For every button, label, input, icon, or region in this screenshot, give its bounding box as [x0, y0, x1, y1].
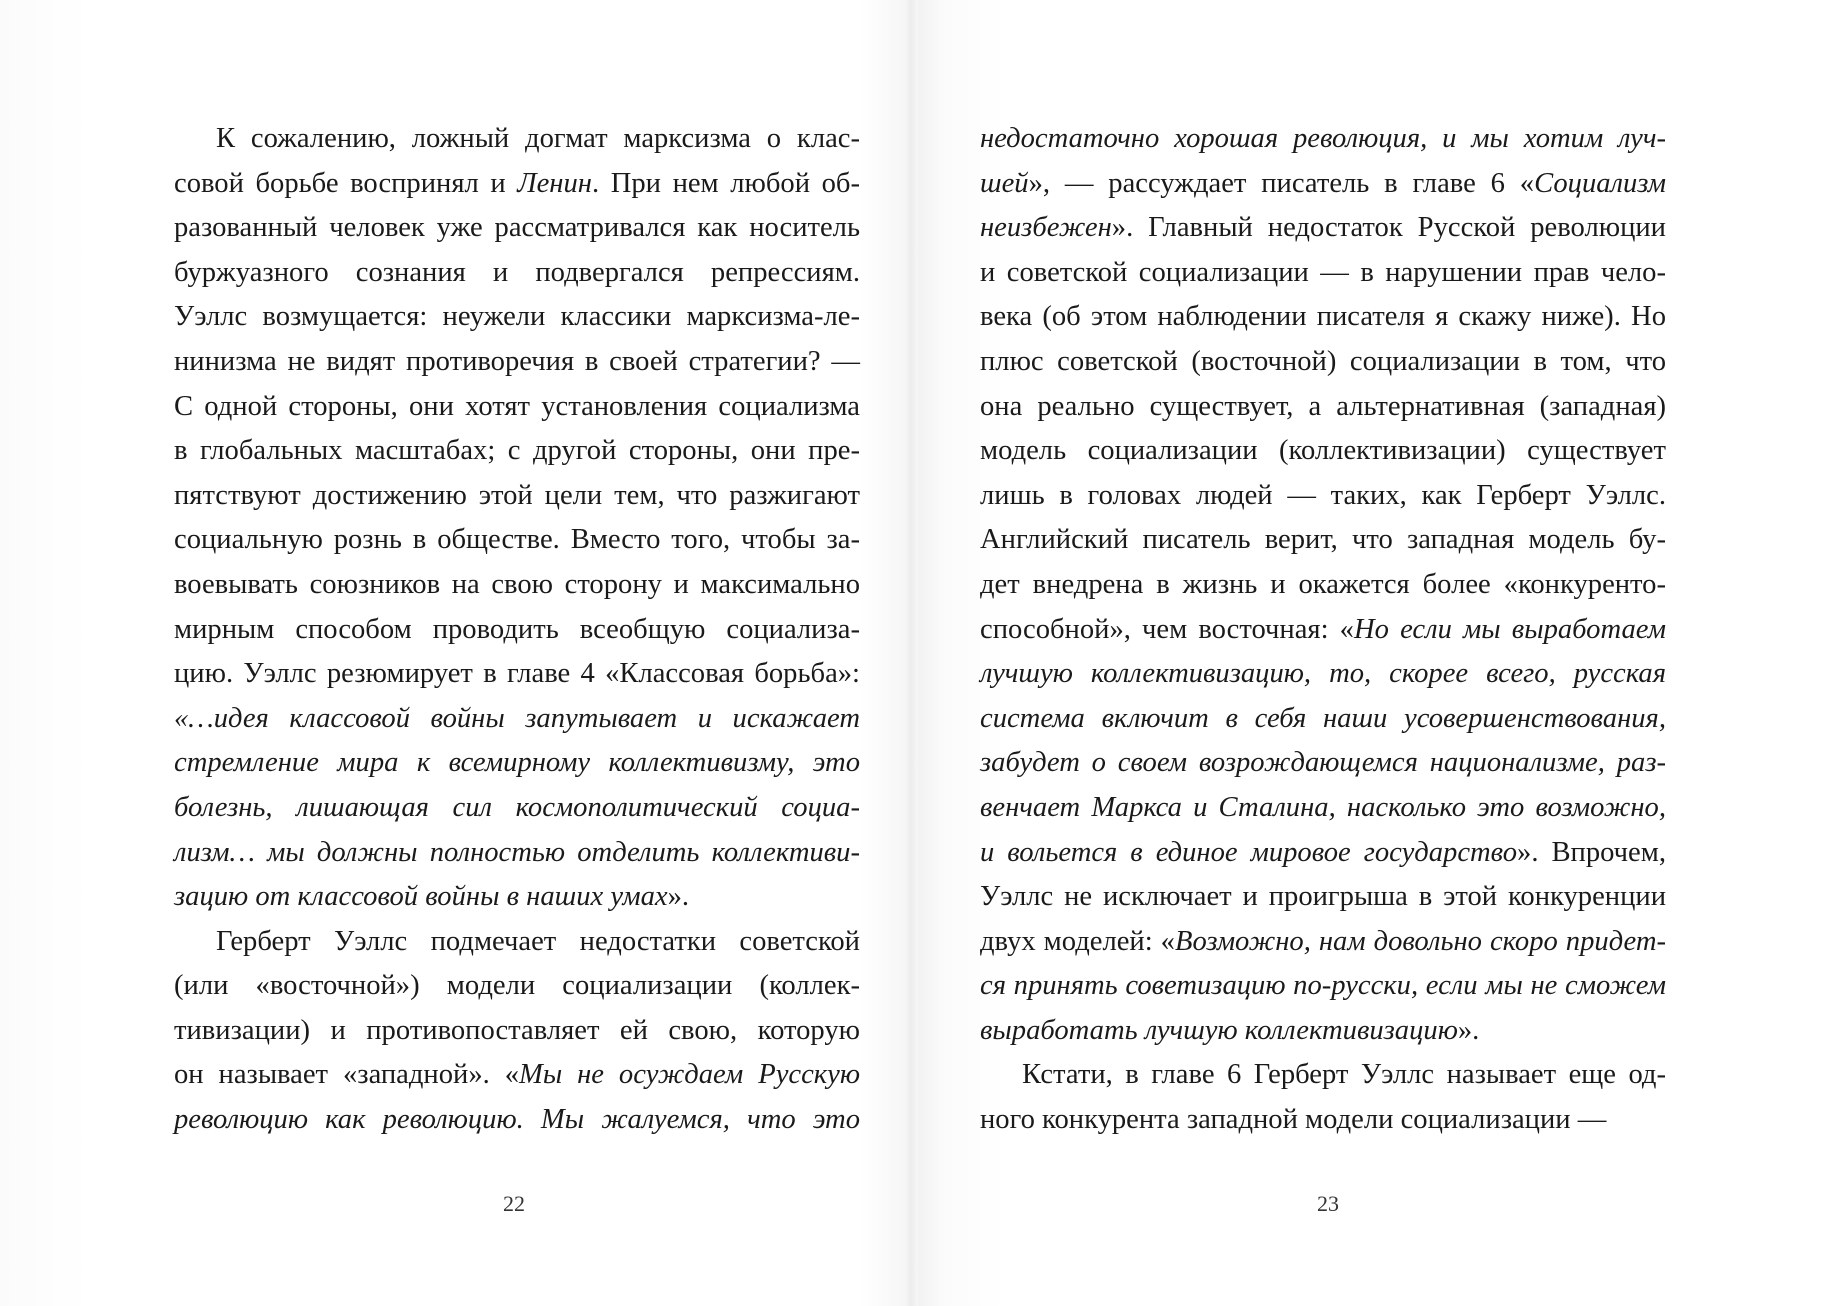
italic-quote-segment: ся принять советизацию по-русски, если мы не сможем [980, 970, 1666, 1002]
text-segment: социальную рознь в обществе. Вместо того, чтобы за- [174, 524, 860, 556]
text-line [980, 964, 1666, 1009]
text-segment: ного конкурента западной модели социализации — [980, 1104, 1607, 1136]
text-segment: модель социализации (коллективизации) существует [980, 435, 1666, 467]
italic-quote-segment: венчает Маркса и Сталина, насколько это возможно, [980, 791, 1666, 823]
text-line [980, 831, 1666, 876]
text-line [980, 429, 1666, 474]
text-segment: Уэллс возмущается: неужели классики марксизма-ле- [174, 301, 860, 333]
text-line [980, 1098, 1666, 1143]
text-line [174, 964, 860, 1009]
text-segment: С одной стороны, они хотят установления социализма [174, 390, 860, 422]
text-line [174, 831, 860, 876]
italic-quote-segment: революцию как революцию. Мы жалуемся, что это [174, 1104, 860, 1136]
text-segment: двух моделей: « [980, 925, 1175, 957]
italic-quote-segment: неизбежен [980, 212, 1112, 244]
text-segment: Английский писатель верит, что западная модель бу- [980, 524, 1666, 556]
text-line [980, 563, 1666, 608]
text-segment: он называет «западной». « [174, 1059, 519, 1091]
text-segment: ». Главный недостаток Русской революции [1111, 212, 1666, 244]
text-segment: К сожалению, ложный догмат марксизма о клас- [216, 123, 860, 154]
text-segment: тивизации) и противопоставляет ей свою, которую [174, 1014, 860, 1046]
text-segment: нинизма не видят противоречия в своей стратегии? — [174, 345, 860, 377]
text-line [174, 786, 860, 831]
text-segment: совой борьбе воспринял и [174, 167, 518, 199]
italic-quote-segment: забудет о своем возрождающемся национализме, раз- [980, 747, 1666, 779]
text-segment: и советской социализации — в нарушении прав чело- [980, 256, 1666, 288]
text-segment: в глобальных масштабах; с другой стороны, они пре- [174, 435, 860, 467]
text-line [980, 162, 1666, 207]
text-line [174, 697, 860, 742]
text-line [174, 295, 860, 340]
text-line [980, 206, 1666, 251]
text-segment: Герберт Уэллс подмечает недостатки советской [216, 925, 860, 957]
text-segment: (или «восточной») модели социализации (коллек- [174, 970, 860, 1002]
text-segment: воевывать союзников на свою сторону и максимально [174, 568, 860, 600]
text-line [174, 1053, 860, 1098]
italic-quote-segment: Ленин [517, 167, 592, 199]
text-line [174, 741, 860, 786]
text-segment: ». Впрочем, [1517, 836, 1666, 868]
text-segment: разованный человек уже рассматривался как носитель [174, 212, 860, 244]
text-line [174, 1009, 860, 1054]
text-segment: она реально существует, а альтернативная (западная) [980, 390, 1666, 422]
text-segment: ». [1457, 1014, 1480, 1046]
text-segment: Уэллс не исключает и проигрыша в этой конкуренции [980, 881, 1666, 913]
italic-quote-segment: Социализм [1534, 167, 1666, 199]
text-line [174, 518, 860, 563]
text-line [174, 474, 860, 519]
text-line [174, 652, 860, 697]
italic-quote-segment: выработать лучшую коллективизацию [980, 1014, 1458, 1046]
text-line [174, 162, 860, 207]
text-line [980, 474, 1666, 519]
text-segment: . При нем любой об- [591, 167, 860, 199]
text-line [174, 429, 860, 474]
italic-quote-segment: система включит в себя наши усовершенствования, [980, 702, 1666, 734]
text-segment: дет внедрена в жизнь и окажется более «конкуренто- [980, 568, 1666, 600]
text-line [980, 608, 1666, 653]
right-page-text [980, 117, 1666, 1143]
italic-quote-segment: болезнь, лишающая сил космополитический социа- [174, 791, 860, 823]
text-line [980, 251, 1666, 296]
text-line [174, 563, 860, 608]
text-line [980, 697, 1666, 742]
text-line [980, 652, 1666, 697]
text-line [174, 920, 860, 965]
text-line [980, 518, 1666, 563]
text-segment: века (об этом наблюдении писателя я скажу ниже). Но [980, 301, 1666, 333]
left-page-text [174, 117, 860, 1143]
text-line [174, 251, 860, 296]
text-segment: способной», чем восточная: « [980, 613, 1354, 645]
text-line [980, 385, 1666, 430]
left-page-number: 22 [503, 1191, 525, 1216]
text-line [174, 608, 860, 653]
text-line [174, 340, 860, 385]
text-segment: мирным способом проводить всеобщую социализа- [174, 613, 860, 645]
text-line [980, 1009, 1666, 1054]
italic-quote-segment: «…идея классовой войны запутывает и искажает [174, 702, 860, 734]
text-line [174, 875, 860, 920]
italic-quote-segment: и вольется в единое мировое государство [980, 836, 1518, 868]
italic-quote-segment: лизм… мы должны полностью отделить коллективи- [174, 836, 860, 868]
text-line [980, 920, 1666, 965]
text-line [174, 1098, 860, 1143]
text-line [174, 117, 860, 162]
text-segment: цию. Уэллс резюмирует в главе 4 «Классовая борьба»: [174, 658, 860, 690]
text-line [174, 385, 860, 430]
text-line [980, 340, 1666, 385]
italic-quote-segment: Возможно, нам довольно скоро придет- [1174, 925, 1666, 957]
text-line [980, 875, 1666, 920]
text-line [174, 206, 860, 251]
italic-quote-segment: Но если мы выработаем [1353, 613, 1666, 645]
text-line [980, 741, 1666, 786]
text-segment: », — рассуждает писатель в главе 6 « [1028, 167, 1535, 199]
text-segment: плюс советской (восточной) социализации в том, что [980, 345, 1666, 377]
text-line [980, 786, 1666, 831]
text-line [980, 295, 1666, 340]
text-segment: лишь в головах людей — таких, как Герберт Уэллс. [980, 479, 1666, 511]
italic-quote-segment: зацию от классовой войны в наших умах [174, 881, 668, 913]
text-segment: ». [667, 881, 690, 913]
italic-quote-segment: лучшую коллективизацию, то, скорее всего, русская [980, 658, 1666, 690]
text-segment: Кстати, в главе 6 Герберт Уэллс называет еще од- [1022, 1059, 1666, 1091]
text-line [980, 1053, 1666, 1098]
italic-quote-segment: Мы не осуждаем Русскую [519, 1059, 860, 1091]
italic-quote-segment: недостаточно хорошая революция, и мы хотим луч- [980, 123, 1666, 154]
right-page [915, 0, 1830, 1306]
text-segment: буржуазного сознания и подвергался репрессиям. [174, 256, 860, 288]
italic-quote-segment: шей [980, 167, 1029, 199]
right-page-number: 23 [1317, 1191, 1339, 1216]
text-line [980, 117, 1666, 162]
italic-quote-segment: стремление мира к всемирному коллективизму, это [174, 747, 860, 779]
text-segment: пятствуют достижению этой цели тем, что разжигают [174, 479, 860, 511]
book-gutter [904, 0, 918, 1306]
